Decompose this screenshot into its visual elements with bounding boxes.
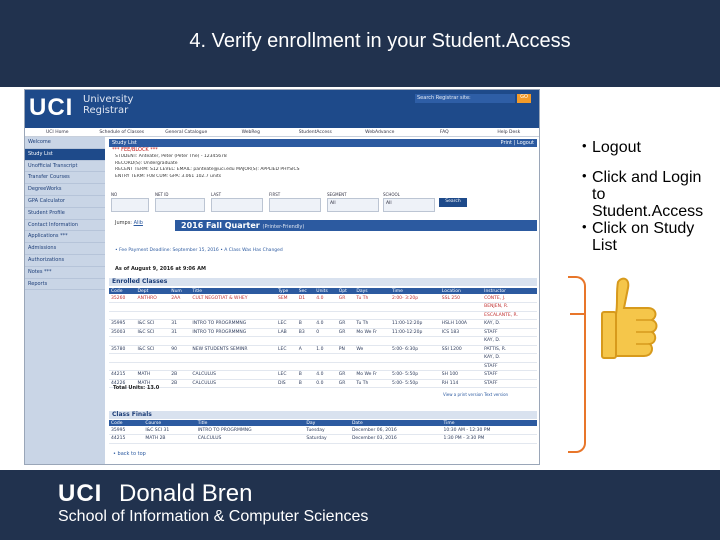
sidebar-item-admissions[interactable]: Admissions: [25, 243, 105, 255]
column-header: Units: [314, 288, 336, 294]
table-cell: PATTIS, R.: [482, 345, 537, 354]
net-id-field[interactable]: [155, 198, 205, 212]
table-cell: Tu Th: [354, 294, 390, 303]
table-cell: [109, 362, 136, 371]
as-of-timestamp: As of August 9, 2016 at 9:06 AM: [115, 266, 206, 272]
table-cell: [136, 337, 170, 346]
table-cell: December 06, 2016: [350, 426, 442, 435]
field-label: NET ID: [155, 192, 169, 197]
deadline-notice: • Fee Payment Deadline: September 15, 2016 • A Class Was Has Changed: [115, 248, 283, 253]
table-cell: [297, 362, 315, 371]
table-cell: SH 100: [440, 371, 482, 380]
column-header: Opt: [337, 288, 355, 294]
table-row: [109, 337, 537, 346]
bullet-glyph: •: [582, 138, 587, 153]
table-cell: [297, 354, 315, 363]
table-cell: CALCULUS: [196, 435, 305, 444]
sidebar-item-transcript[interactable]: Unofficial Transcript: [25, 161, 105, 173]
table-cell: [337, 354, 355, 363]
printer-friendly-link[interactable]: (Printer-Friendly): [262, 224, 305, 230]
table-cell: [297, 311, 315, 320]
table-cell: INTRO TO PROGRMMNG: [190, 320, 276, 329]
table-cell: [190, 362, 276, 371]
last-name-field[interactable]: [211, 198, 263, 212]
table-cell: [390, 362, 440, 371]
table-cell: PN: [337, 345, 355, 354]
table-cell: 5:00- 5:50p: [390, 371, 440, 380]
bullet-glyph: •: [582, 219, 587, 234]
table-cell: Tuesday: [304, 426, 350, 435]
table-cell: 35995: [109, 320, 136, 329]
table-cell: [354, 354, 390, 363]
bullet-text: Logout: [592, 139, 641, 156]
table-cell: 4.0: [314, 371, 336, 380]
table-cell: D1: [297, 294, 315, 303]
study-list-screenshot: [24, 89, 540, 465]
bullet-glyph: •: [582, 168, 587, 183]
table-cell: [276, 311, 297, 320]
column-header: Day: [304, 420, 350, 426]
sidebar-item-notes[interactable]: Notes ***: [25, 267, 105, 279]
go-button[interactable]: GO: [517, 94, 531, 103]
table-cell: LAB: [276, 328, 297, 337]
table-cell: [314, 337, 336, 346]
table-cell: LEC: [276, 345, 297, 354]
table-cell: B: [297, 320, 315, 329]
table-row: [109, 435, 537, 444]
table-cell: [169, 303, 190, 312]
nav-item[interactable]: StudentAccess: [298, 130, 332, 135]
column-header: Title: [196, 420, 305, 426]
table-cell: 5:00- 5:50p: [390, 379, 440, 388]
column-header: Instructor: [482, 288, 537, 294]
column-header: Code: [109, 288, 136, 294]
column-header: Sec: [297, 288, 315, 294]
table-cell: 1:30 PM - 3:30 PM: [442, 435, 537, 444]
table-cell: [390, 311, 440, 320]
sidebar-item-applications[interactable]: Applications ***: [25, 231, 105, 243]
table-cell: [169, 362, 190, 371]
table-cell: 11:00-12:20p: [390, 328, 440, 337]
sidebar-item-degreeworks[interactable]: DegreeWorks: [25, 184, 105, 196]
no-field[interactable]: [111, 198, 149, 212]
table-cell: 35003: [109, 328, 136, 337]
table-cell: ESCALANTE, R.: [482, 311, 537, 320]
table-cell: GR: [337, 328, 355, 337]
table-cell: [190, 303, 276, 312]
student-info-line: STUDENT: Anteater, Peter (Peter The) - 12345678: [115, 154, 227, 159]
table-cell: CULT NEGOTIAT & WHEY: [190, 294, 276, 303]
column-header: Course: [143, 420, 195, 426]
table-cell: December 03, 2016: [350, 435, 442, 444]
table-cell: [440, 354, 482, 363]
table-cell: B: [297, 371, 315, 380]
table-cell: 5:00- 6:30p: [390, 345, 440, 354]
registrar-search-input[interactable]: Search Registrar site:: [415, 94, 515, 103]
table-cell: CALCULUS: [190, 379, 276, 388]
table-cell: [337, 311, 355, 320]
table-cell: 35780: [109, 345, 136, 354]
table-row: [109, 320, 537, 329]
table-cell: STAFF: [482, 362, 537, 371]
nav-item[interactable]: WebAdvance: [365, 130, 395, 135]
sidebar-item-contact[interactable]: Contact Information: [25, 220, 105, 232]
table-cell: 4.0: [314, 294, 336, 303]
column-header: Num: [169, 288, 190, 294]
table-cell: 35995: [109, 426, 143, 435]
table-cell: [136, 311, 170, 320]
nav-item[interactable]: Help Desk: [497, 130, 521, 135]
table-cell: [314, 311, 336, 320]
total-units: Total Units: 13.0: [113, 385, 160, 391]
table-row: [109, 362, 537, 371]
table-cell: [136, 303, 170, 312]
top-nav: [25, 128, 540, 137]
table-cell: I&C SCI: [136, 345, 170, 354]
table-row: [109, 303, 537, 312]
field-label: NO: [111, 192, 118, 197]
table-cell: [276, 354, 297, 363]
table-cell: GR: [337, 320, 355, 329]
table-cell: I&C SCI: [136, 320, 170, 329]
first-name-field[interactable]: [269, 198, 321, 212]
footer-uci-logo: UCI: [58, 480, 103, 507]
table-cell: [190, 354, 276, 363]
table-row: [109, 328, 537, 337]
column-header: Date: [350, 420, 442, 426]
table-cell: [390, 303, 440, 312]
enrolled-classes-table: [109, 288, 537, 388]
table-cell: [136, 354, 170, 363]
table-cell: 4.0: [314, 320, 336, 329]
table-cell: [337, 362, 355, 371]
column-header: Dept: [136, 288, 170, 294]
table-cell: [440, 311, 482, 320]
thumbs-up-icon: [596, 274, 660, 374]
table-cell: GR: [337, 371, 355, 380]
nav-item[interactable]: UCI Home: [46, 130, 69, 135]
field-label: FIRST: [269, 192, 281, 197]
table-cell: KAY, D.: [482, 320, 537, 329]
sidebar-item-welcome[interactable]: Welcome: [25, 137, 105, 149]
table-cell: 35260: [109, 294, 136, 303]
study-list-bar: [109, 139, 537, 147]
enrolled-classes-title: Enrolled Classes: [109, 278, 537, 286]
table-cell: [390, 337, 440, 346]
table-cell: GR: [337, 294, 355, 303]
table-cell: We: [354, 345, 390, 354]
table-cell: [440, 362, 482, 371]
table-cell: [314, 303, 336, 312]
table-cell: [169, 337, 190, 346]
table-cell: MATH 2B: [143, 435, 195, 444]
bracket-tick: [570, 313, 586, 315]
table-cell: NEW STUDENTS SEMINR: [190, 345, 276, 354]
sidebar: [25, 137, 105, 465]
nav-item[interactable]: General Catalogue: [165, 130, 208, 135]
table-cell: 0.0: [314, 379, 336, 388]
table-cell: CALCULUS: [190, 371, 276, 380]
table-cell: SSI 1200: [440, 345, 482, 354]
table-row: [109, 311, 537, 320]
sidebar-item-study-list[interactable]: Study List: [25, 149, 105, 161]
table-cell: ANTHRO: [136, 294, 170, 303]
table-cell: [440, 337, 482, 346]
print-version-link[interactable]: View a print version Text version: [443, 392, 509, 397]
table-cell: Tu Th: [354, 379, 390, 388]
table-row: [109, 426, 537, 435]
uci-logo: UCI: [29, 94, 74, 121]
nav-item[interactable]: FAQ: [439, 130, 449, 135]
table-cell: [276, 337, 297, 346]
class-finals-table: [109, 420, 537, 444]
table-cell: STAFF: [482, 328, 537, 337]
table-cell: Saturday: [304, 435, 350, 444]
table-cell: [390, 354, 440, 363]
table-cell: BENJEN, R.: [482, 303, 537, 312]
sidebar-item-authorizations[interactable]: Authorizations: [25, 255, 105, 267]
table-cell: SSL 250: [440, 294, 482, 303]
table-cell: CONTE, J.: [482, 294, 537, 303]
table-row: [109, 294, 537, 303]
student-info-line: RECENT TERM: S12 LEVEL: EMAIL: panteate@uci.edu MAJOR(S): APPLIED PHYSICS: [115, 167, 300, 172]
table-cell: 44215: [109, 371, 136, 380]
sidebar-item-reports[interactable]: Reports: [25, 279, 105, 291]
table-cell: 2B: [169, 379, 190, 388]
registrar-name: University Registrar: [83, 94, 134, 116]
table-cell: [190, 311, 276, 320]
table-cell: [354, 337, 390, 346]
table-cell: MATH: [136, 371, 170, 380]
column-header: Title: [190, 288, 276, 294]
column-header: Location: [440, 288, 482, 294]
column-header: Code: [109, 420, 143, 426]
field-label: SCHOOL: [383, 192, 400, 197]
table-cell: HSLH 100A: [440, 320, 482, 329]
search-button[interactable]: Search: [439, 198, 467, 207]
bullet-text: Click on Study List: [592, 220, 695, 254]
footer-donald-bren: Donald Bren: [119, 480, 253, 507]
table-cell: I&C SCI: [136, 328, 170, 337]
table-row: [109, 345, 537, 354]
school-select[interactable]: All: [383, 198, 435, 212]
column-header: Time: [442, 420, 537, 426]
table-cell: RH 114: [440, 379, 482, 388]
sidebar-item-profile[interactable]: Student Profile: [25, 208, 105, 220]
slide-title: 4. Verify enrollment in your Student.Access: [189, 30, 571, 52]
table-cell: 10:30 AM - 12:30 PM: [442, 426, 537, 435]
table-cell: STAFF: [482, 379, 537, 388]
footer-school-name: School of Information & Computer Sciences: [58, 508, 369, 525]
table-cell: [109, 337, 136, 346]
student-info-line: RECORD(S): Undergraduate: [115, 160, 178, 166]
table-cell: KAY, D.: [482, 337, 537, 346]
table-cell: [276, 303, 297, 312]
table-cell: 11:00-12:20p: [390, 320, 440, 329]
table-cell: [354, 303, 390, 312]
table-cell: Mo We Fr: [354, 371, 390, 380]
table-cell: [109, 311, 136, 320]
table-cell: [169, 311, 190, 320]
table-cell: B3: [297, 328, 315, 337]
print-logout-links[interactable]: Print | Logout: [500, 140, 534, 146]
table-cell: [190, 337, 276, 346]
field-label: LAST: [211, 192, 222, 197]
table-cell: KAY, D.: [482, 354, 537, 363]
table-cell: [169, 354, 190, 363]
jumps-label: Jumps:: [115, 220, 132, 226]
table-row: [109, 371, 537, 380]
back-to-top-link[interactable]: • back to top: [113, 451, 146, 457]
table-cell: INTRO TO PROGRMMNG: [190, 328, 276, 337]
table-cell: INTRO TO PROGRMMNG: [196, 426, 305, 435]
quarter-title: 2016 Fall Quarter: [181, 221, 260, 230]
bullet-item: [582, 168, 716, 220]
bullet-text: Click and Login to Student.Access: [592, 169, 704, 220]
column-header: Days: [354, 288, 390, 294]
sidebar-item-transfer[interactable]: Transfer Courses: [25, 172, 105, 184]
table-cell: Tu Th: [354, 320, 390, 329]
table-cell: [109, 354, 136, 363]
table-cell: 31: [169, 320, 190, 329]
table-cell: 2AA: [169, 294, 190, 303]
table-cell: GR: [337, 379, 355, 388]
jump-link[interactable]: Alib: [133, 220, 143, 226]
table-cell: 1.0: [314, 345, 336, 354]
nav-item[interactable]: Schedule of Classes: [99, 130, 145, 135]
study-list-label: Study List: [112, 140, 137, 146]
bullet-item: [582, 219, 716, 254]
table-cell: SEM: [276, 294, 297, 303]
table-cell: B: [297, 379, 315, 388]
table-cell: [297, 303, 315, 312]
table-row: [109, 379, 537, 388]
table-cell: A: [297, 345, 315, 354]
main-content: [109, 139, 537, 180]
table-cell: 2B: [169, 371, 190, 380]
column-header: Time: [390, 288, 440, 294]
bullet-item: [582, 138, 720, 156]
student-info-line: ENTRY TERM: F08 CUM: GPA: 3.061 102.7 units: [115, 173, 222, 179]
table-cell: [297, 337, 315, 346]
table-cell: 0: [314, 328, 336, 337]
table-cell: [276, 362, 297, 371]
class-finals-title: Class Finals: [109, 411, 537, 419]
table-cell: LEC: [276, 320, 297, 329]
segment-select[interactable]: All: [327, 198, 379, 212]
table-cell: 2:00- 3:20p: [390, 294, 440, 303]
table-cell: I&C SCI 31: [143, 426, 195, 435]
table-cell: [109, 303, 136, 312]
table-cell: 44215: [109, 435, 143, 444]
nav-item[interactable]: WebReg: [241, 130, 260, 135]
slide-footer: [0, 470, 720, 540]
column-header: Type: [276, 288, 297, 294]
table-cell: [354, 311, 390, 320]
table-cell: 31: [169, 328, 190, 337]
table-cell: [337, 303, 355, 312]
highlight-bracket: [568, 276, 586, 453]
table-cell: MATH: [136, 379, 170, 388]
table-cell: [136, 362, 170, 371]
hold-notice: *** FEE/BLOCK ***: [112, 147, 158, 153]
table-cell: 90: [169, 345, 190, 354]
sidebar-item-gpa[interactable]: GPA Calculator: [25, 196, 105, 208]
table-cell: [354, 362, 390, 371]
quarter-header: [175, 220, 537, 231]
table-cell: [314, 362, 336, 371]
table-cell: STAFF: [482, 371, 537, 380]
table-cell: [314, 354, 336, 363]
table-cell: ICS 183: [440, 328, 482, 337]
table-cell: [440, 303, 482, 312]
table-cell: DIS: [276, 379, 297, 388]
table-row: [109, 354, 537, 363]
table-cell: Mo We Fr: [354, 328, 390, 337]
registrar-header: [25, 90, 540, 128]
field-label: SEGMENT: [327, 192, 347, 197]
table-cell: 44226: [109, 379, 136, 388]
table-cell: [337, 337, 355, 346]
table-cell: LEC: [276, 371, 297, 380]
